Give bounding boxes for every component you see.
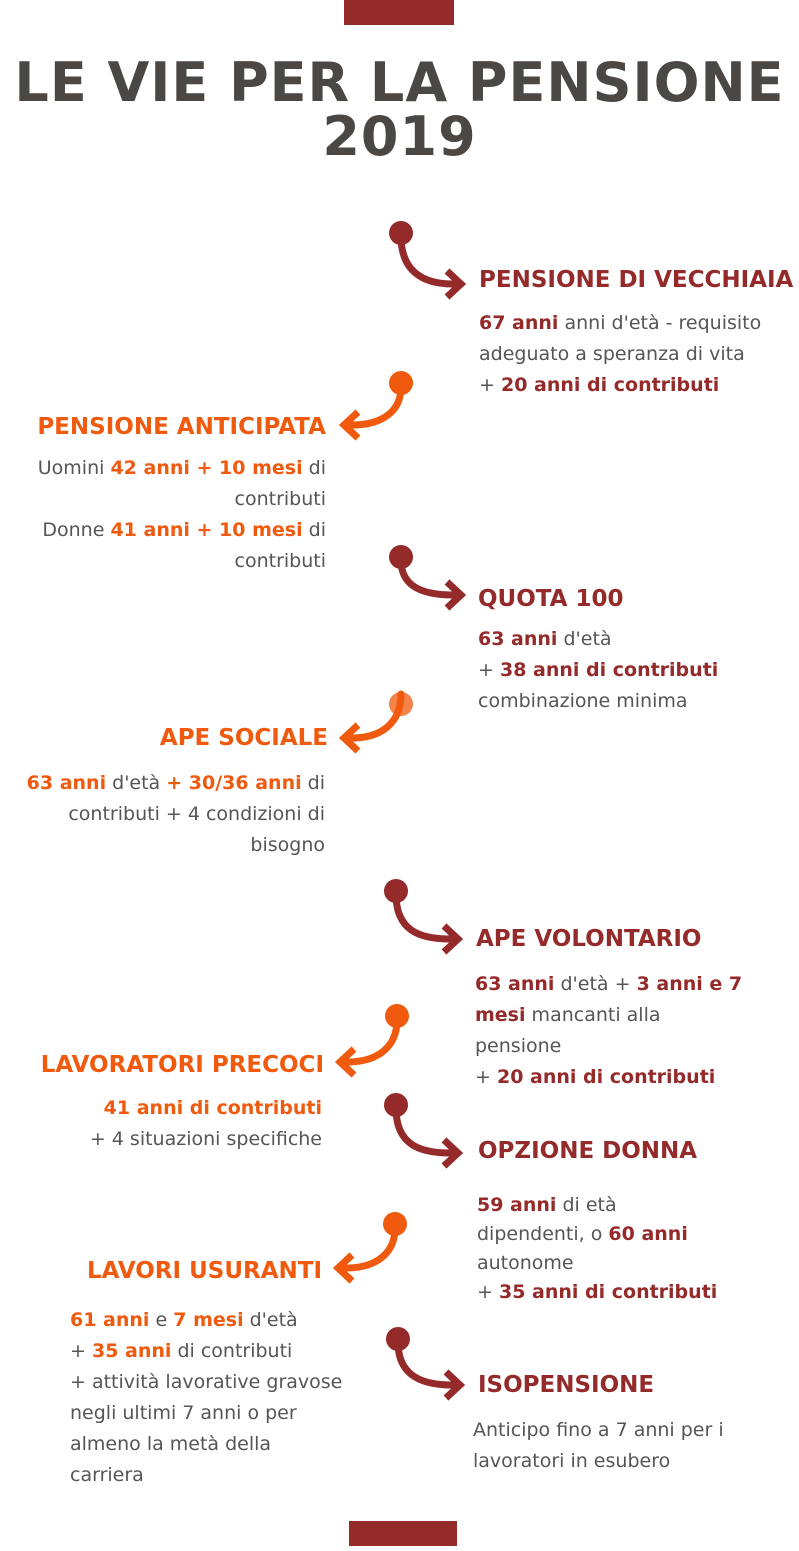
- ape-volontario-heading: APE VOLONTARIO: [476, 926, 702, 952]
- usuranti-line4: negli ultimi 7 anni o per: [70, 1402, 297, 1424]
- quota100-note: combinazione minima: [478, 690, 688, 712]
- usuranti-months: 7 mesi: [173, 1309, 244, 1331]
- vecchiaia-contrib: 20 anni di contributi: [500, 374, 720, 396]
- usuranti-heading: LAVORI USURANTI: [86, 1258, 322, 1284]
- usuranti-text: [70, 1305, 342, 1491]
- anticipata-text: [38, 453, 326, 577]
- ape-volontario-line3: pensione: [475, 1035, 562, 1057]
- anticipata-women-years: 41 anni + 10 mesi: [110, 519, 303, 541]
- isopensione-heading: ISOPENSIONE: [478, 1372, 655, 1398]
- usuranti-e: e: [149, 1309, 174, 1331]
- ape-sociale-line2: contributi + 4 condizioni di: [68, 803, 325, 825]
- arrow-left-icon: [332, 1002, 412, 1078]
- usuranti-contrib: di contributi: [171, 1340, 293, 1362]
- bottom-bar: [349, 1521, 457, 1546]
- vecchiaia-plus: +: [479, 374, 501, 396]
- usuranti-plus: +: [70, 1340, 92, 1362]
- precoci-contrib: 41 anni di contributi: [103, 1097, 322, 1119]
- opzione-donna-age: 59 anni: [477, 1194, 557, 1216]
- opzione-donna-age-label: di età: [556, 1194, 617, 1216]
- ape-volontario-contrib: 20 anni di contributi: [496, 1066, 716, 1088]
- arrow-right-icon: [382, 1324, 474, 1404]
- ape-volontario-plus: +: [475, 1066, 497, 1088]
- isopensione-line1: Anticipo fino a 7 anni per i: [473, 1419, 724, 1441]
- opzione-donna-plus: +: [477, 1281, 499, 1303]
- anticipata-contrib-2: contributi: [234, 550, 326, 572]
- top-bar: [344, 0, 454, 25]
- ape-sociale-years: + 30/36 anni: [166, 772, 302, 794]
- vecchiaia-age: 67 anni: [479, 312, 559, 334]
- precoci-text: [90, 1093, 322, 1155]
- anticipata-women-di: di: [302, 519, 326, 541]
- ape-volontario-text: [475, 969, 742, 1093]
- anticipata-men-years: 42 anni + 10 mesi: [110, 457, 303, 479]
- arrow-left-icon: [336, 369, 416, 441]
- isopensione-line2: lavoratori in esubero: [473, 1450, 671, 1472]
- quota100-contrib: 38 anni di contributi: [499, 659, 719, 681]
- ape-sociale-di: di: [301, 772, 325, 794]
- title-line-2: 2019: [322, 105, 477, 168]
- precoci-line2: + 4 situazioni specifiche: [89, 1128, 322, 1150]
- quota100-text: [478, 624, 718, 717]
- ape-volontario-years: 3 anni e 7: [636, 973, 743, 995]
- ape-volontario-months: mesi: [475, 1004, 526, 1026]
- ape-sociale-line3: bisogno: [250, 834, 325, 856]
- ape-sociale-heading: APE SOCIALE: [159, 725, 328, 751]
- quota100-heading: QUOTA 100: [478, 586, 624, 612]
- arrow-right-icon: [380, 876, 472, 956]
- arrow-left-icon: [336, 690, 416, 762]
- ape-volontario-age: 63 anni: [475, 973, 555, 995]
- page-title: [0, 51, 799, 168]
- anticipata-contrib-1: contributi: [234, 488, 326, 510]
- ape-sociale-text: [27, 768, 325, 861]
- opzione-donna-line3: autonome: [477, 1252, 574, 1274]
- anticipata-men-di: di: [302, 457, 326, 479]
- title-line-1: LE VIE PER LA PENSIONE: [14, 51, 785, 114]
- usuranti-line6: carriera: [70, 1464, 144, 1486]
- anticipata-heading: PENSIONE ANTICIPATA: [37, 414, 326, 440]
- usuranti-years: 35 anni: [91, 1340, 172, 1362]
- arrow-left-icon: [330, 1210, 410, 1286]
- anticipata-women: Donne: [42, 519, 111, 541]
- usuranti-age: 61 anni: [70, 1309, 150, 1331]
- isopensione-text: [473, 1415, 724, 1477]
- precoci-heading: LAVORATORI PRECOCI: [40, 1052, 324, 1078]
- quota100-age-label: d'età: [557, 628, 612, 650]
- anticipata-men: Uomini: [37, 457, 111, 479]
- opzione-donna-text: [477, 1191, 717, 1307]
- ape-volontario-line2: mancanti alla: [525, 1004, 661, 1026]
- usuranti-line5: almeno la metà della: [70, 1433, 272, 1455]
- opzione-donna-line2: dipendenti, o: [477, 1223, 609, 1245]
- ape-volontario-age-label: d'età +: [554, 973, 637, 995]
- vecchiaia-text: [479, 308, 761, 401]
- arrow-right-icon: [385, 542, 475, 612]
- quota100-age: 63 anni: [478, 628, 558, 650]
- vecchiaia-line1: anni d'età - requisito: [558, 312, 762, 334]
- arrow-right-icon: [380, 1090, 472, 1170]
- ape-sociale-age-label: d'età: [106, 772, 167, 794]
- quota100-plus: +: [478, 659, 500, 681]
- usuranti-line3: + attività lavorative gravose: [70, 1371, 343, 1393]
- vecchiaia-line2: adeguato a speranza di vita: [479, 343, 745, 365]
- opzione-donna-heading: OPZIONE DONNA: [478, 1138, 698, 1164]
- arrow-right-icon: [385, 218, 475, 298]
- usuranti-age-label: d'età: [243, 1309, 298, 1331]
- opzione-donna-age-auto: 60 anni: [608, 1223, 688, 1245]
- opzione-donna-contrib: 35 anni di contributi: [498, 1281, 718, 1303]
- vecchiaia-heading: PENSIONE DI VECCHIAIA: [479, 267, 794, 293]
- ape-sociale-age: 63 anni: [26, 772, 107, 794]
